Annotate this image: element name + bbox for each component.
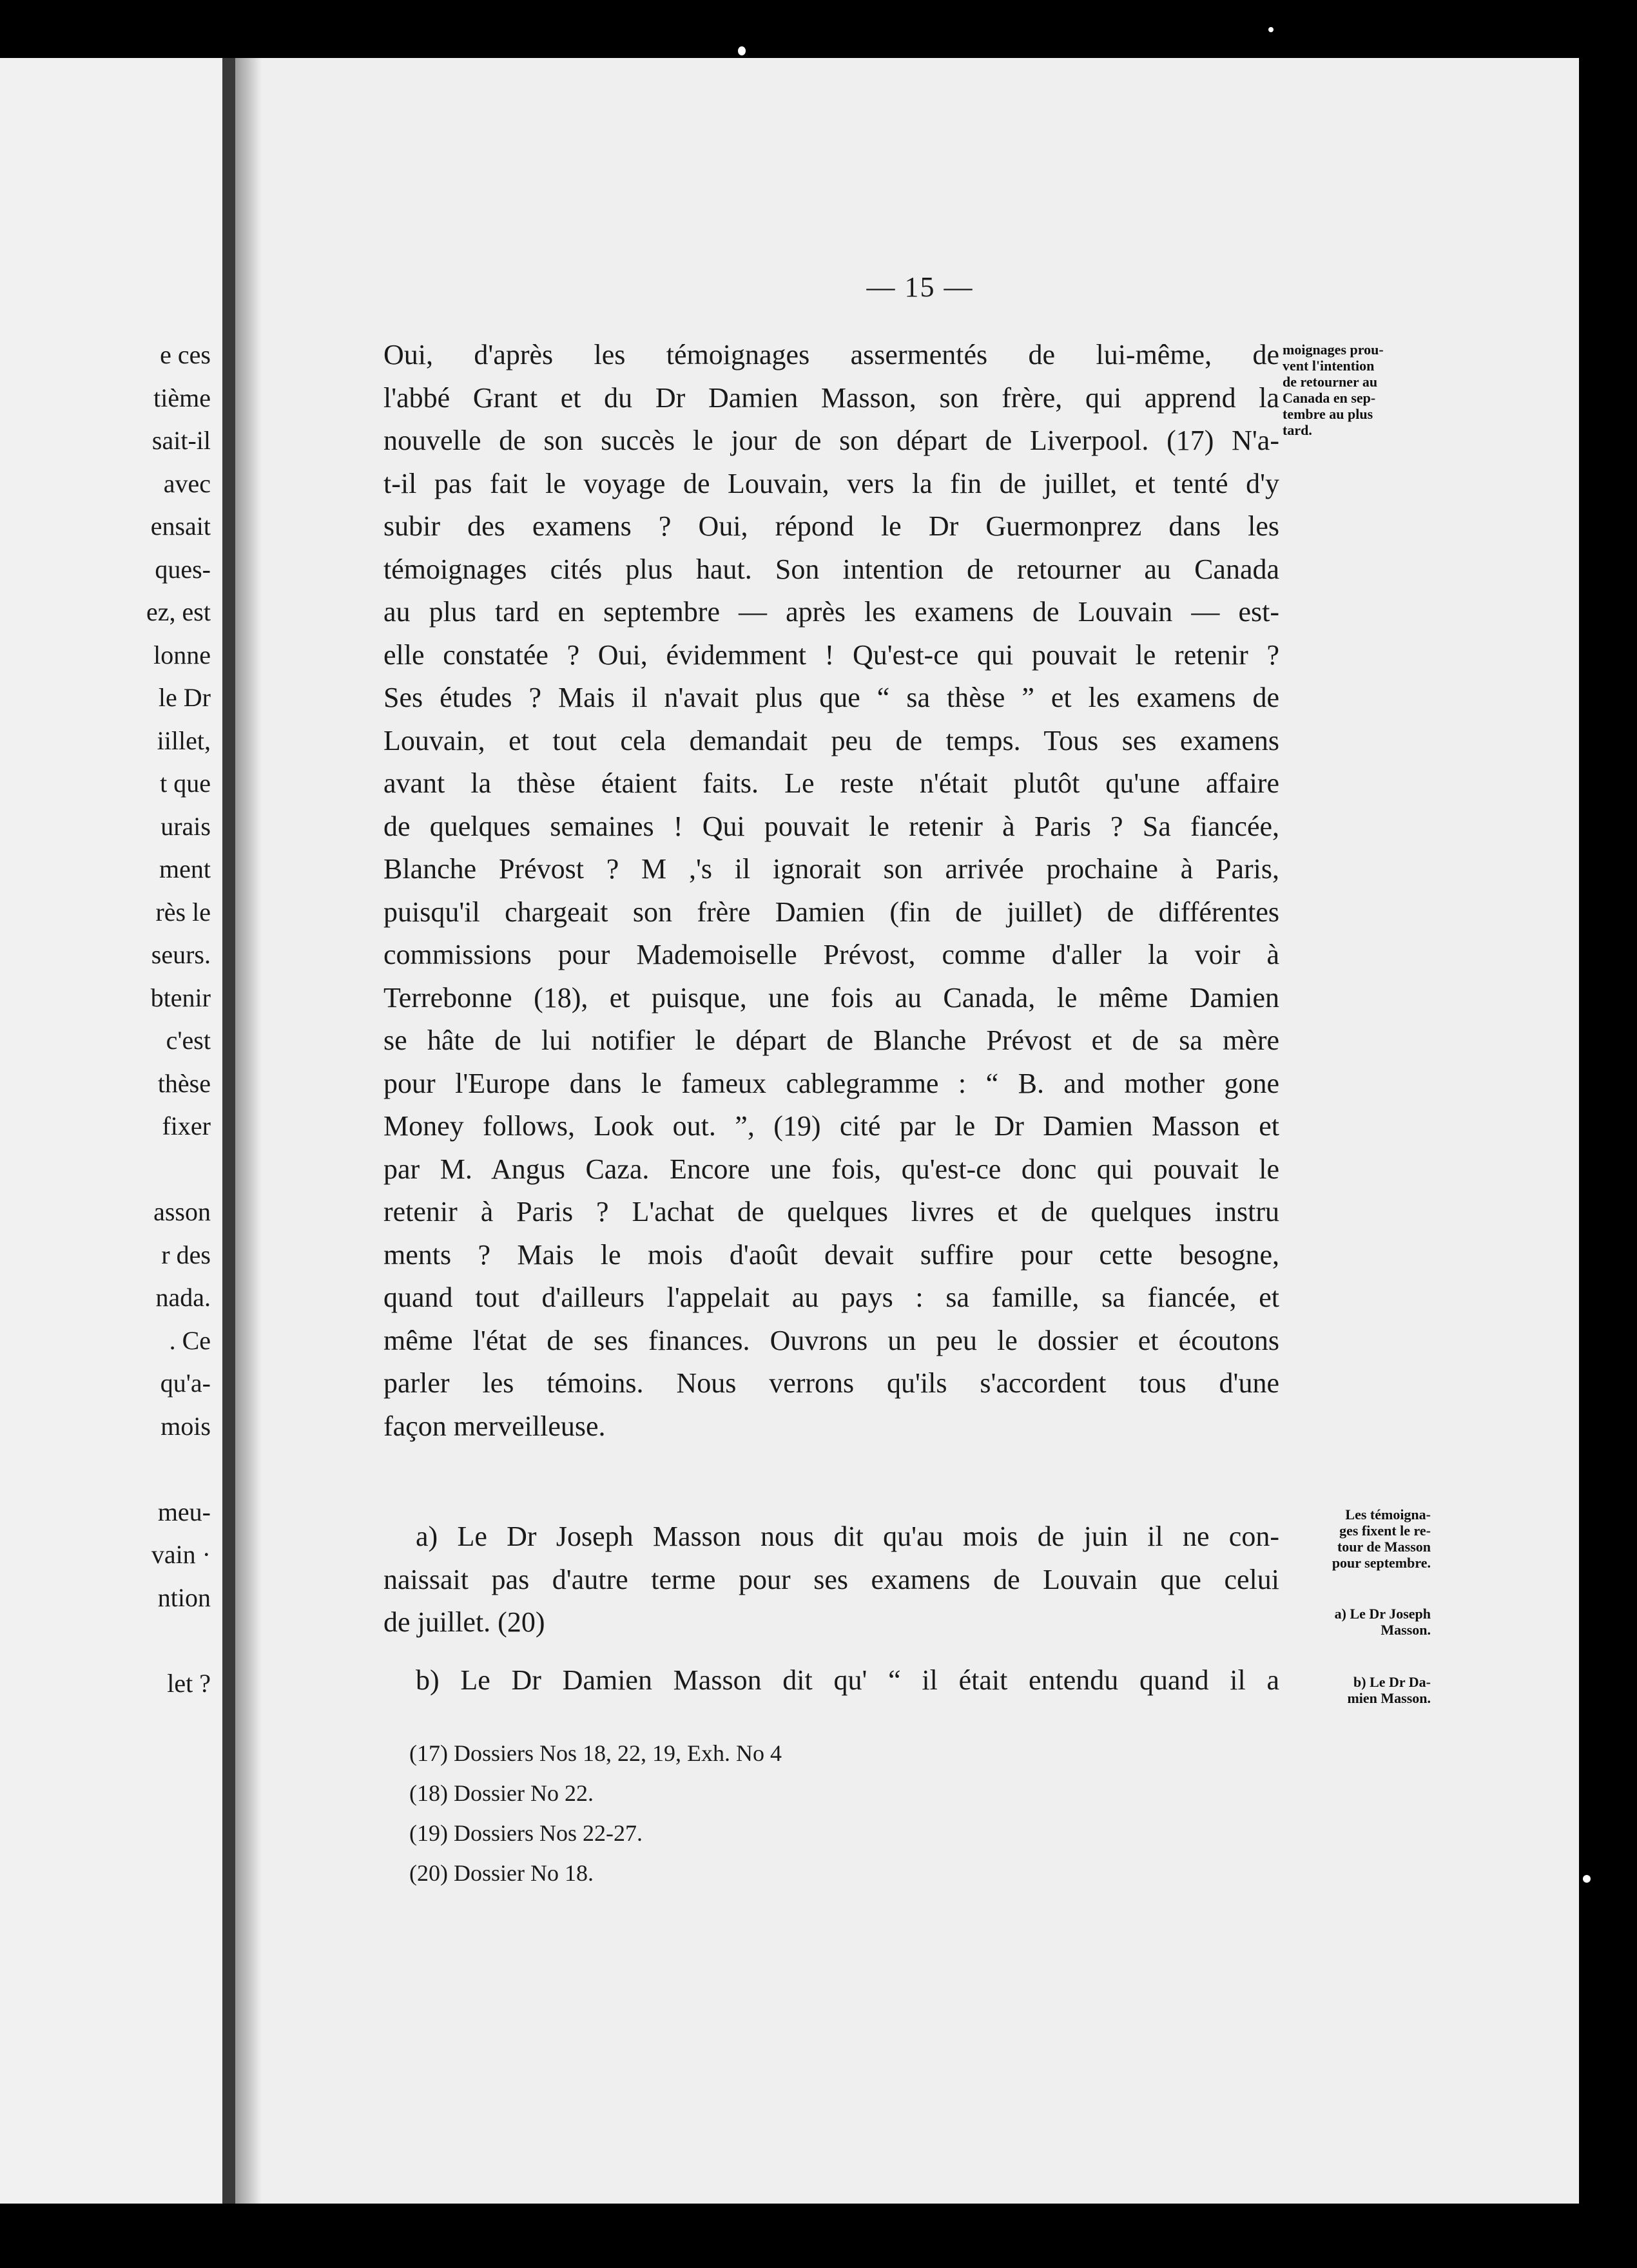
facing-line: btenir — [150, 983, 211, 1012]
margin-note-temoignages — [1283, 1506, 1431, 1571]
text-line: de juillet. (20) — [383, 1606, 545, 1638]
paragraph-a — [383, 1515, 1279, 1644]
margin-note-joseph-masson — [1283, 1606, 1431, 1638]
facing-line: ensait — [150, 512, 211, 541]
text-line: témoignages cités plus haut. Son intention de retourner au Canada — [383, 553, 1279, 585]
facing-line: ques- — [155, 554, 211, 584]
footnote: (20) Dossier No 18. — [409, 1860, 594, 1886]
facing-line: tième — [153, 383, 211, 412]
facing-line: meu- — [157, 1497, 211, 1526]
text-line: parler les témoins. Nous verrons qu'ils s'accordent tous d'une — [383, 1367, 1279, 1399]
facing-line: thèse — [157, 1068, 211, 1098]
facing-line: ntion — [157, 1582, 211, 1612]
facing-line: lonne — [153, 640, 211, 669]
margin-note-line: Les témoigna- — [1345, 1506, 1431, 1523]
text-line: ments ? Mais le mois d'août devait suffire pour cette besogne, — [383, 1238, 1279, 1271]
text-line: nouvelle de son succès le jour de son départ de Liverpool. (17) N'a- — [383, 425, 1279, 456]
text-line: façon merveilleuse. — [383, 1410, 606, 1442]
facing-line: mois — [160, 1411, 211, 1441]
text-line: Ses études ? Mais il n'avait plus que “ sa thèse ” et les examens de — [383, 682, 1279, 713]
footnote: (19) Dossiers Nos 22-27. — [409, 1820, 643, 1846]
text-line: t-il pas fait le voyage de Louvain, vers la fin de juillet, et tenté d'y — [383, 467, 1279, 499]
text-line: de quelques semaines ! Qui pouvait le retenir à Paris ? Sa fiancée, — [383, 810, 1279, 842]
footnotes — [409, 1733, 782, 1893]
facing-line: ment — [159, 854, 211, 883]
text-line: pour l'Europe dans le fameux cablegramme : “ B. and mother gone — [383, 1067, 1279, 1099]
scan-speck — [1268, 27, 1274, 32]
page-number: — 15 — — [866, 271, 974, 303]
facing-line — [146, 1619, 211, 1662]
margin-note-line: mien Masson. — [1347, 1690, 1431, 1706]
scan-speck — [1583, 1875, 1591, 1883]
text-line: elle constatée ? Oui, évidemment ! Qu'est-ce qui pouvait le retenir ? — [383, 639, 1279, 671]
facing-line: fixer — [162, 1111, 211, 1140]
facing-line: ez, est — [146, 597, 211, 626]
facing-line: asson — [153, 1197, 211, 1226]
margin-note-damien-masson — [1283, 1674, 1431, 1706]
paragraph-b — [383, 1659, 1279, 1702]
margin-note-line: a) Le Dr Joseph — [1334, 1606, 1431, 1622]
text-line: Terrebonne (18), et puisque, une fois au Canada, le même Damien — [383, 981, 1279, 1014]
margin-note-line: ges fixent le re- — [1339, 1523, 1431, 1539]
facing-line: let ? — [167, 1668, 211, 1698]
text-line: avant la thèse étaient faits. Le reste n'était plutôt qu'une affaire — [383, 767, 1279, 799]
facing-line: r des — [161, 1240, 211, 1269]
margin-note-line: tard. — [1283, 422, 1312, 438]
margin-note-line: vent l'intention — [1283, 358, 1375, 374]
text-line: au plus tard en septembre — après les examens de Louvain — est- — [383, 596, 1279, 628]
text-line: b) Le Dr Damien Masson dit qu' “ il était entendu quand il a — [416, 1664, 1279, 1696]
margin-note-line: de retourner au — [1283, 374, 1378, 390]
facing-line: e ces — [160, 340, 211, 369]
facing-line: iillet, — [157, 726, 211, 755]
facing-line: avec — [163, 468, 211, 498]
text-line: retenir à Paris ? L'achat de quelques livres et de quelques instru — [383, 1196, 1279, 1227]
text-line: Louvain, et tout cela demandait peu de temps. Tous ses examens — [383, 724, 1279, 756]
text-line: par M. Angus Caza. Encore une fois, qu'est-ce donc qui pouvait le — [383, 1153, 1279, 1185]
text-line: l'abbé Grant et du Dr Damien Masson, son frère, qui apprend la — [383, 381, 1279, 414]
margin-note-line: Masson. — [1380, 1622, 1431, 1638]
facing-line: urais — [160, 811, 211, 841]
margin-note-line: Canada en sep- — [1283, 390, 1376, 406]
footnote: (18) Dossier No 22. — [409, 1780, 594, 1806]
text-line: commissions pour Mademoiselle Prévost, comme d'aller la voir à — [383, 939, 1279, 970]
facing-line: qu'a- — [160, 1369, 211, 1398]
text-line: même l'état de ses finances. Ouvrons un peu le dossier et écoutons — [383, 1324, 1279, 1356]
text-line: se hâte de lui notifier le départ de Blanche Prévost et de sa mère — [383, 1024, 1279, 1056]
facing-line: le Dr — [158, 683, 211, 712]
gutter-shadow — [235, 58, 261, 2204]
text-line: Money follows, Look out. ”, (19) cité par le Dr Damien Masson et — [383, 1110, 1279, 1142]
facing-page-text — [146, 334, 211, 1705]
text-line: quand tout d'ailleurs l'appelait au pays : sa famille, sa fiancée, et — [383, 1282, 1279, 1313]
text-line: a) Le Dr Joseph Masson nous dit qu'au mois de juin il ne con- — [416, 1521, 1279, 1552]
margin-note-line: b) Le Dr Da- — [1353, 1674, 1431, 1690]
facing-line: rès le — [155, 897, 211, 927]
book-spine — [222, 58, 235, 2204]
margin-note-line: tembre au plus — [1283, 406, 1373, 422]
facing-line: sait-il — [151, 426, 211, 455]
body-paragraph — [383, 334, 1279, 1448]
margin-note-line: tour de Masson — [1337, 1539, 1431, 1555]
facing-line — [146, 1148, 211, 1191]
margin-note-line: pour septembre. — [1332, 1555, 1431, 1571]
facing-line: t que — [160, 769, 211, 798]
facing-line: seurs. — [151, 940, 211, 969]
facing-line: vain · — [151, 1540, 211, 1569]
main-page — [261, 58, 1579, 2204]
facing-line: c'est — [166, 1026, 211, 1055]
text-line: Blanche Prévost ? M ,'s il ignorait son arrivée prochaine à Paris, — [383, 853, 1279, 885]
margin-note-intention — [1283, 341, 1431, 438]
text-line: subir des examens ? Oui, répond le Dr Guermonprez dans les — [383, 510, 1279, 542]
facing-line — [146, 1448, 211, 1491]
text-line: Oui, d'après les témoignages assermentés de lui-même, de — [383, 339, 1279, 370]
facing-page-fragment — [0, 58, 222, 2204]
footnote: (17) Dossiers Nos 18, 22, 19, Exh. No 4 — [409, 1740, 782, 1766]
facing-line: nada. — [155, 1283, 211, 1312]
text-line: naissait pas d'autre terme pour ses examens de Louvain que celui — [383, 1563, 1279, 1595]
margin-note-line: moignages prou- — [1283, 341, 1384, 358]
text-line: puisqu'il chargeait son frère Damien (fin de juillet) de différentes — [383, 896, 1279, 928]
scan-speck — [738, 46, 746, 55]
facing-line: . Ce — [169, 1325, 211, 1355]
